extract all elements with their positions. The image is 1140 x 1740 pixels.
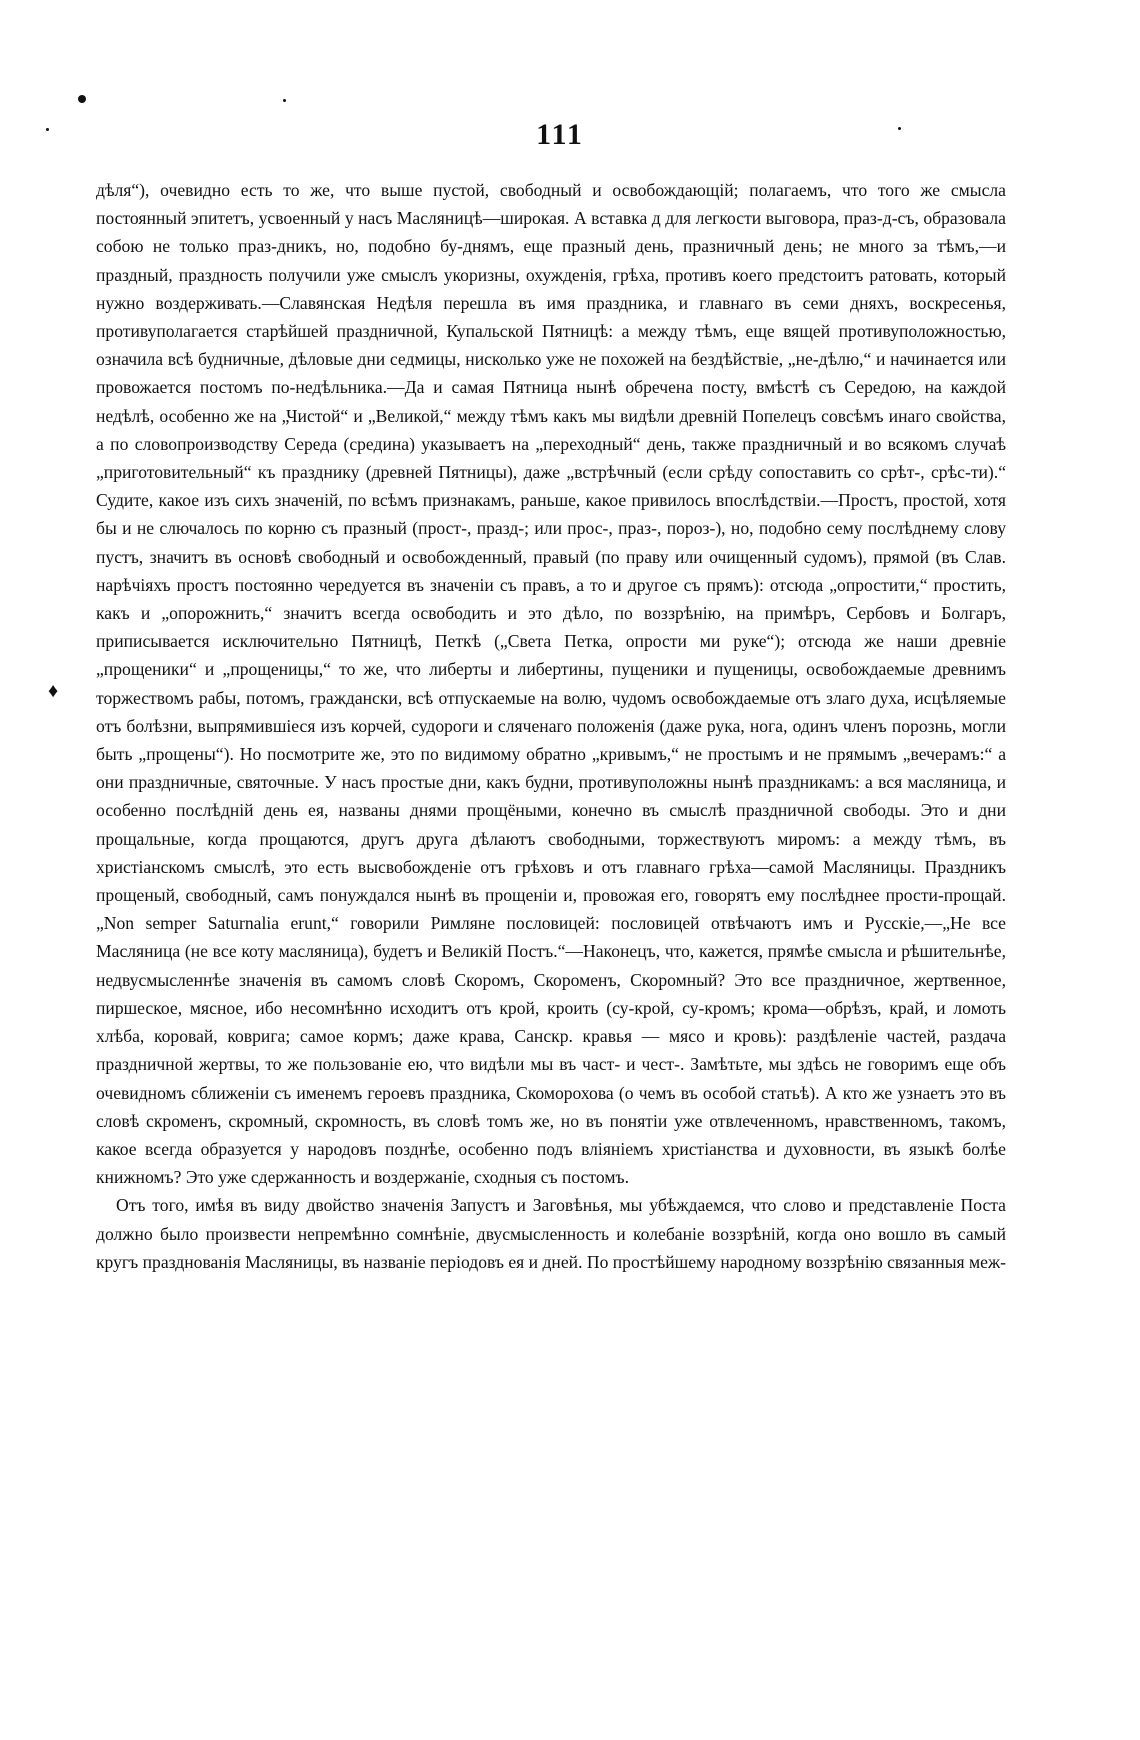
ink-speck [898, 127, 901, 130]
ink-speck [78, 95, 86, 103]
ink-speck [283, 99, 286, 102]
margin-mark: ♦ [48, 680, 59, 702]
page-number: 111 [536, 118, 584, 151]
ink-speck [46, 128, 49, 131]
paragraph: дѣля“), очевидно есть то же, что выше пустой, свободный и освобождающій; полагаемъ, что того же смысла постоянный эпитетъ, усвоенный у насъ Масляницѣ—широкая. А вставка д для легкости выговора, праз-д-съ, образовала собою не только праз-дникъ, но, подобно бу-днямъ, еще празный день, празничный день; не много за тѣмъ,—и праздный, праздность получили уже смыслъ укоризны, охужденія, грѣха, противъ коего предстоитъ ратовать, который нужно воздерживать.—Славянская Недѣля перешла въ имя праздника, и главнаго въ семи дняхъ, воскресенья, противуполагается старѣйшей праздничной, Купальской Пятницѣ: а между тѣмъ, еще вящей противуположностью, означила всѣ будничные, дѣловые дни седмицы, нисколько уже не похожей на бездѣйствіе, „не-дѣлю,“ и начинается или провожается постомъ по-недѣльника.—Да и самая Пятница нынѣ обречена посту, вмѣстѣ съ Середою, на каждой недѣлѣ, особенно же на „Чистой“ и „Великой,“ между тѣмъ какъ мы видѣли древній Попелецъ совсѣмъ инаго свойства, а по словопроизводству Середа (средина) указываетъ на „переходный“ день, также праздничный и во всякомъ случаѣ „приготовительный“ къ празднику (древней Пятницы), даже „встрѣчный (если срѣду сопоставить со срѣт-, срѣс-ти).“ Судите, какое изъ сихъ значеній, по всѣмъ признакамъ, раньше, какое привилось впослѣдствіи.—Простъ, простой, хотя бы и не слючалось по корню съ празный (прост-, празд-; или прос-, праз-, пороз-), но, подобно сему послѣднему слову пустъ, значитъ въ основѣ свободный и освобожденный, правый (по праву или очищенный судомъ), прямой (въ Слав. нарѣчіяхъ простъ постоянно чередуется въ значеніи съ правъ, а то и другое съ прямъ): отсюда „опростити,“ простить, какъ и „опорожнить,“ значитъ всегда освободить и это дѣло, по воззрѣнію, на примѣръ, Сербовъ и Болгаръ, приписывается исключительно Пятницѣ, Петкѣ („Света Петка, опрости ми руке“); отсюда же наши древніе „прощеники“ и „прощеницы,“ то же, что либерты и либертины, пущеники и пущеницы, освобождаемые древнимъ торжествомъ рабы, потомъ, граждански, всѣ отпускаемые на волю, чудомъ освобождаемые отъ злаго духа, исцѣляемые отъ болѣзни, выпрямившіеся изъ корчей, судороги и сляченаго положенія (даже рука, нога, одинъ членъ порознь, могли быть „прощены“). Но посмотрите же, это по видимому обратно „кривымъ,“ не простымъ и не прямымъ „вечерамъ:“ а они праздничные, святочные. У насъ простые дни, какъ будни, противуположны нынѣ праздникамъ: а вся масляница, и особенно послѣдній день ея, названы днями прощёными, конечно въ смыслѣ праздничной свободы. Это и дни прощальные, когда прощаются, другъ друга дѣлаютъ свободными, торжествуютъ миромъ: а между тѣмъ, въ христіанскомъ смыслѣ, это есть высвобожденіе отъ грѣховъ и отъ главнаго грѣха—самой Масляницы. Праздникъ прощеный, свободный, самъ понуждался нынѣ въ прощеніи и, провожая его, говорятъ ему послѣднее прости-прощай. „Non semper Saturnalia erunt,“ говорили Римляне пословицей: пословицей отвѣчаютъ имъ и Русскіе,—„Не все Масляница (не все коту масляница), будетъ и Великій Постъ.“—Наконецъ, что, кажется, прямѣе смысла и рѣшительнѣе, недвусмысленнѣе значенія въ самомъ словѣ Скоромъ, Скороменъ, Скоромный? Это все праздничное, жертвенное, пиршеское, мясное, ибо несомнѣнно исходитъ отъ крой, кроить (су-крой, су-кромъ; крома—обрѣзъ, край, и ломоть хлѣба, коровай, коврига; самое кормъ; даже крава, Санскр. кравья — мясо и кровь): раздѣленіе частей, раздача праздничной жертвы, то же пользованіе ею, что видѣли мы въ част- и чест-. Замѣтьте, мы здѣсь не говоримъ еще объ очевидномъ сближеніи съ именемъ героевъ праздника, Скоморохова (о чемъ въ особой статьѣ). А кто же узнаетъ это въ словѣ скроменъ, скромный, скромность, въ словѣ томъ же, но въ понятіи уже отвлеченномъ, нравственномъ, такомъ, какое всегда образуется у народовъ позднѣе, особенно подъ вліяніемъ христіанства и духовности, въ языкѣ болѣе книжномъ? Это уже сдержанность и воздержаніе, сходныя съ постомъ. [96, 180, 1006, 1188]
body-text [96, 176, 1006, 1276]
paragraph: Отъ того, имѣя въ виду двойство значенія Запустъ и Заговѣнья, мы убѣждаемся, что слово и представленіе Поста должно было произвести непремѣнно сомнѣніе, двусмысленность и колебаніе воззрѣній, когда оно вошло въ самый кругъ празднованія Масляницы, въ названіе періодовъ ея и дней. По простѣйшему народному воззрѣнію связанныя меж- [96, 1195, 1006, 1272]
